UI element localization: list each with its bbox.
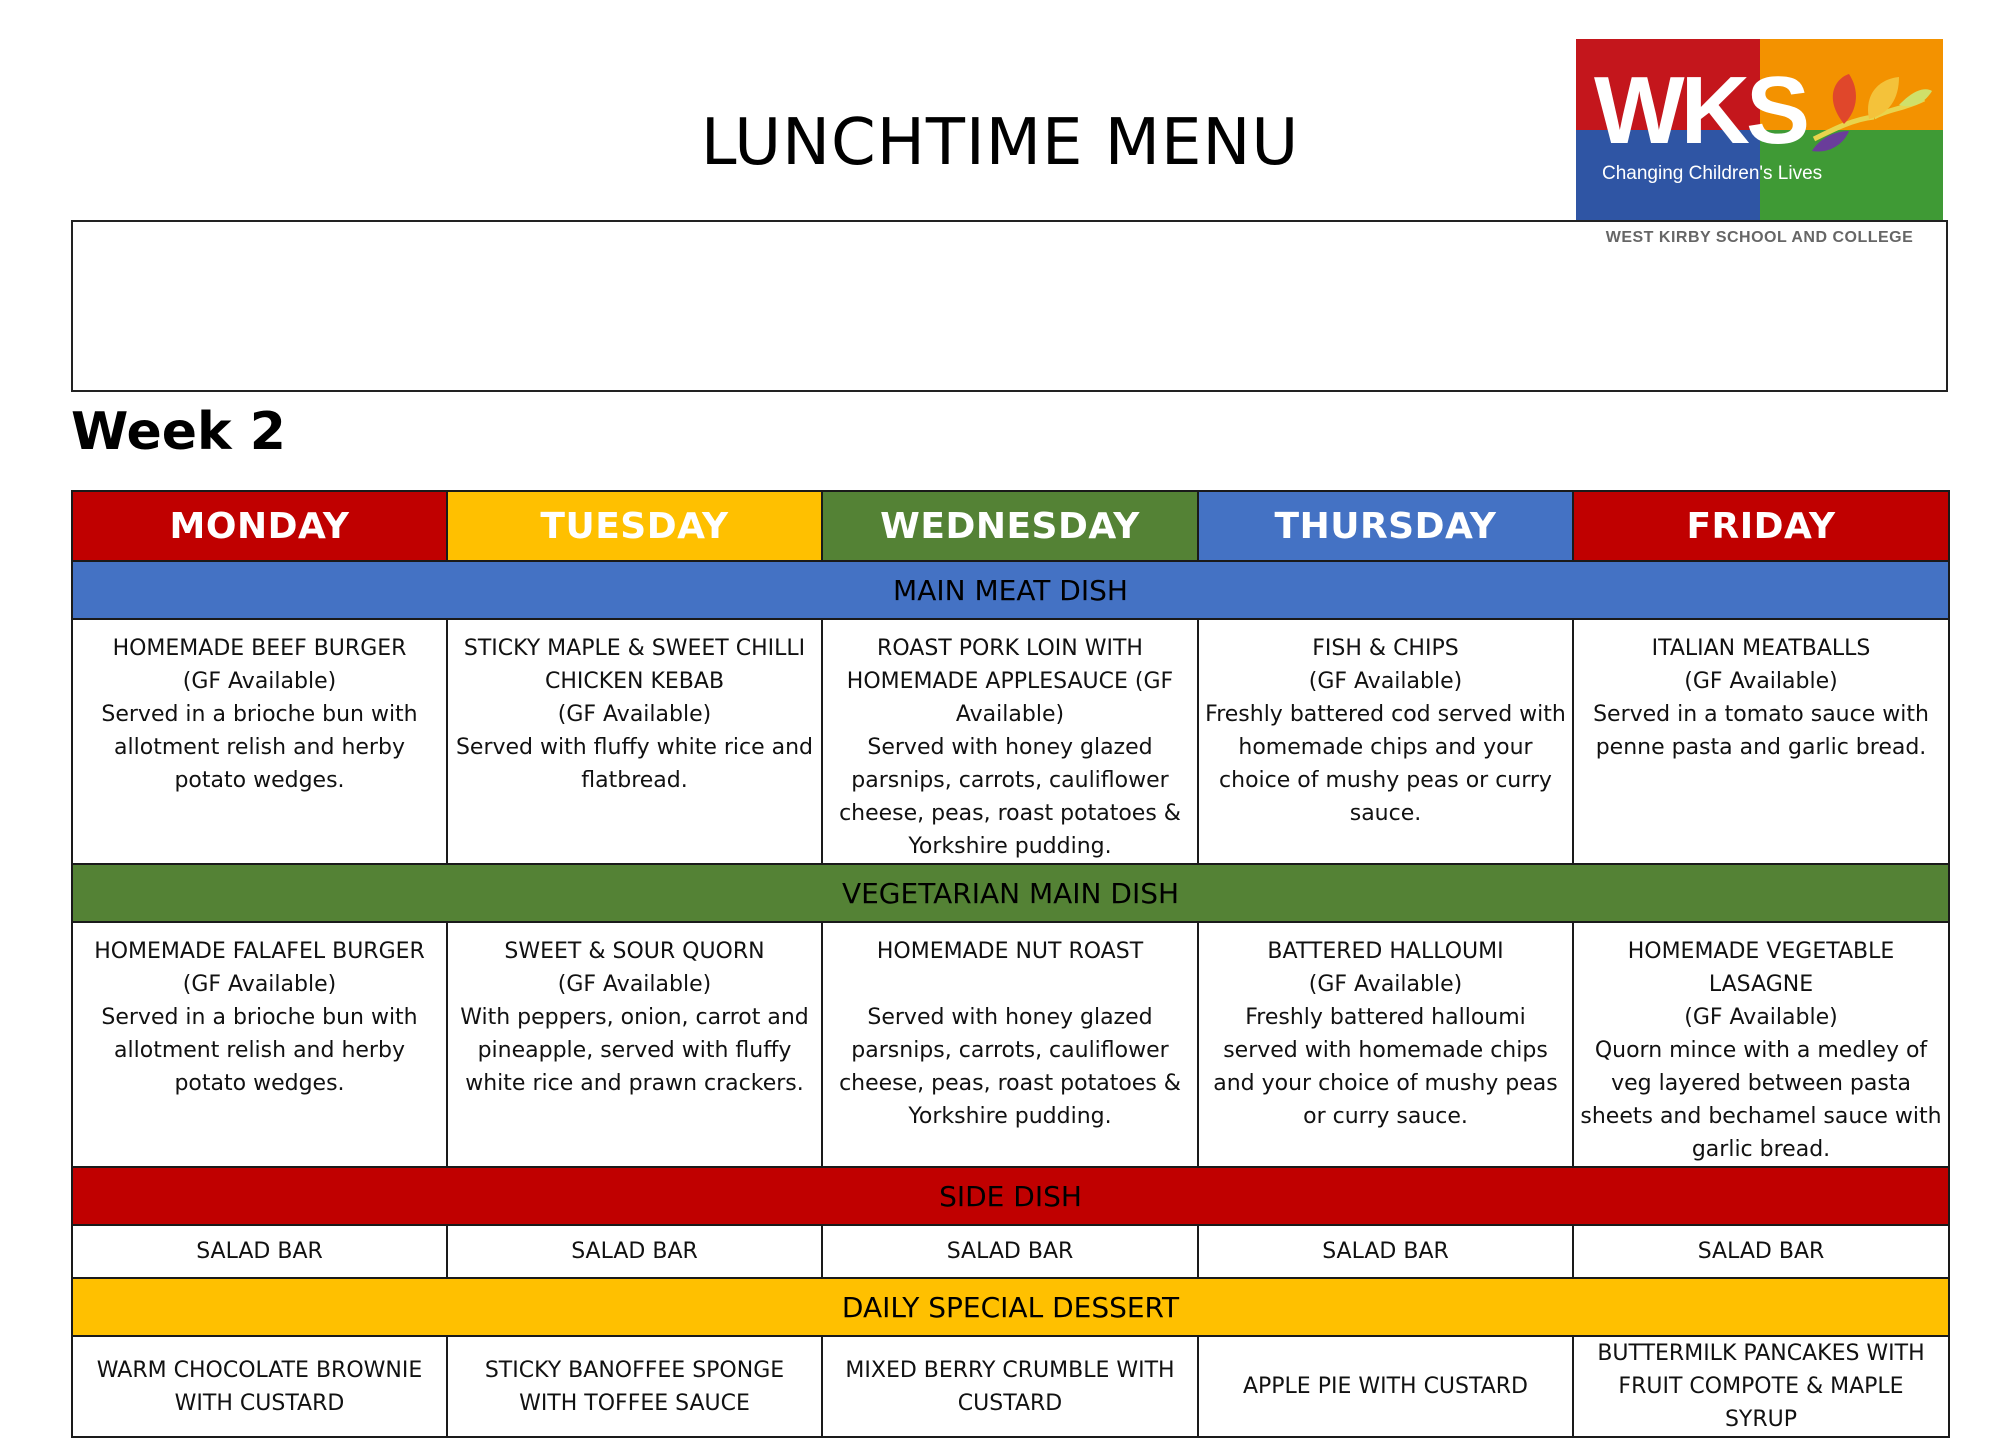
dish-description: Served with honey glazed parsnips, carrots, cauliflower cheese, peas, roast potatoes & Yorkshire pudding. (839, 735, 1181, 859)
day-header-row (72, 491, 1949, 561)
dish-name: HOMEMADE VEGETABLE LASAGNE (1627, 939, 1895, 997)
dessert-cell: BUTTERMILK PANCAKES WITH FRUIT COMPOTE & MAPLE SYRUP (1573, 1336, 1949, 1437)
section-label-dessert: DAILY SPECIAL DESSERT (72, 1278, 1949, 1336)
dessert-cell: MIXED BERRY CRUMBLE WITH CUSTARD (822, 1336, 1198, 1437)
side-cell: SALAD BAR (822, 1225, 1198, 1278)
side-cell: SALAD BAR (1198, 1225, 1573, 1278)
dish-description: Quorn mince with a medley of veg layered between pasta sheets and bechamel sauce with garlic bread. (1580, 1038, 1942, 1162)
logo-tile (1576, 39, 1943, 220)
gf-note: (GF Available) (182, 669, 337, 694)
dish-description: Freshly battered cod served with homemade chips and your choice of mushy peas or curry sauce. (1205, 702, 1566, 826)
dish-name: BATTERED HALLOUMI (1267, 939, 1504, 964)
menu-table (71, 490, 1950, 1438)
day-header-wednesday: WEDNESDAY (822, 491, 1198, 561)
side-cell: SALAD BAR (447, 1225, 822, 1278)
gf-note: (GF Available) (182, 972, 337, 997)
day-header-tuesday: TUESDAY (447, 491, 822, 561)
gf-note: (GF Available) (1684, 669, 1838, 694)
gf-note: (GF Available) (1308, 972, 1463, 997)
dish-name: HOMEMADE NUT ROAST (876, 939, 1144, 964)
dish-name: ITALIAN MEATBALLS (1651, 636, 1871, 661)
logo-letters: WKS (1594, 57, 1806, 164)
gf-note: (GF Available) (1308, 669, 1463, 694)
page-title: LUNCHTIME MENU (700, 106, 1300, 180)
section-label-vegetarian: VEGETARIAN MAIN DISH (72, 864, 1949, 922)
dish-description: Freshly battered halloumi served with homemade chips and your choice of mushy peas or curry sauce. (1213, 1005, 1558, 1129)
dish-cell (447, 922, 822, 1167)
day-header-monday: MONDAY (72, 491, 447, 561)
dish-name: HOMEMADE FALAFEL BURGER (94, 939, 425, 964)
logo-school-name: WEST KIRBY SCHOOL AND COLLEGE (1605, 229, 1914, 246)
logo-tagline: Changing Children's Lives (1602, 163, 1823, 184)
dish-name: HOMEMADE BEEF BURGER (112, 636, 407, 661)
section-row-side (72, 1167, 1949, 1225)
dessert-cell: APPLE PIE WITH CUSTARD (1198, 1336, 1573, 1437)
dish-description: Served in a brioche bun with allotment relish and herby potato wedges. (101, 1005, 418, 1096)
side-cell: SALAD BAR (72, 1225, 447, 1278)
spacer (829, 968, 1191, 1001)
dish-name: ROAST PORK LOIN WITH HOMEMADE APPLESAUCE (GF Available) (846, 636, 1174, 727)
dish-cell (822, 922, 1198, 1167)
school-logo (1576, 39, 1943, 246)
dish-cell (822, 619, 1198, 864)
section-label-main-meat: MAIN MEAT DISH (72, 561, 1949, 619)
vegetarian-row (72, 922, 1949, 1167)
day-header-friday: FRIDAY (1573, 491, 1949, 561)
dish-cell (1573, 619, 1949, 864)
gf-note: (GF Available) (557, 972, 712, 997)
dish-description: Served in a brioche bun with allotment relish and herby potato wedges. (101, 702, 418, 793)
dish-cell (1198, 922, 1573, 1167)
dish-description: Served in a tomato sauce with penne pasta and garlic bread. (1593, 702, 1929, 760)
dish-cell (1573, 922, 1949, 1167)
dessert-cell: STICKY BANOFFEE SPONGE WITH TOFFEE SAUCE (447, 1336, 822, 1437)
section-label-side: SIDE DISH (72, 1167, 1949, 1225)
dish-cell (72, 619, 447, 864)
section-row-vegetarian (72, 864, 1949, 922)
dish-cell (72, 922, 447, 1167)
notice-box (71, 220, 1948, 392)
section-row-dessert (72, 1278, 1949, 1336)
section-row-main-meat (72, 561, 1949, 619)
dish-description: Served with honey glazed parsnips, carrots, cauliflower cheese, peas, roast potatoes & Yorkshire pudding. (839, 1005, 1181, 1129)
leaf-icon (1804, 69, 1934, 159)
day-header-thursday: THURSDAY (1198, 491, 1573, 561)
main-meat-row (72, 619, 1949, 864)
dish-name: FISH & CHIPS (1312, 636, 1459, 661)
week-label: Week 2 (71, 402, 286, 462)
side-cell: SALAD BAR (1573, 1225, 1949, 1278)
dish-cell (447, 619, 822, 864)
dessert-cell: WARM CHOCOLATE BROWNIE WITH CUSTARD (72, 1336, 447, 1437)
dish-cell (1198, 619, 1573, 864)
side-row (72, 1225, 1949, 1278)
gf-note: (GF Available) (1684, 1005, 1838, 1030)
dessert-row (72, 1336, 1949, 1437)
gf-note: (GF Available) (557, 702, 712, 727)
dish-description: With peppers, onion, carrot and pineapple, served with fluffy white rice and prawn crackers. (460, 1005, 809, 1096)
dish-name: SWEET & SOUR QUORN (504, 939, 765, 964)
dish-description: Served with fluffy white rice and flatbread. (455, 735, 814, 793)
dish-name: STICKY MAPLE & SWEET CHILLI CHICKEN KEBAB (463, 636, 806, 694)
